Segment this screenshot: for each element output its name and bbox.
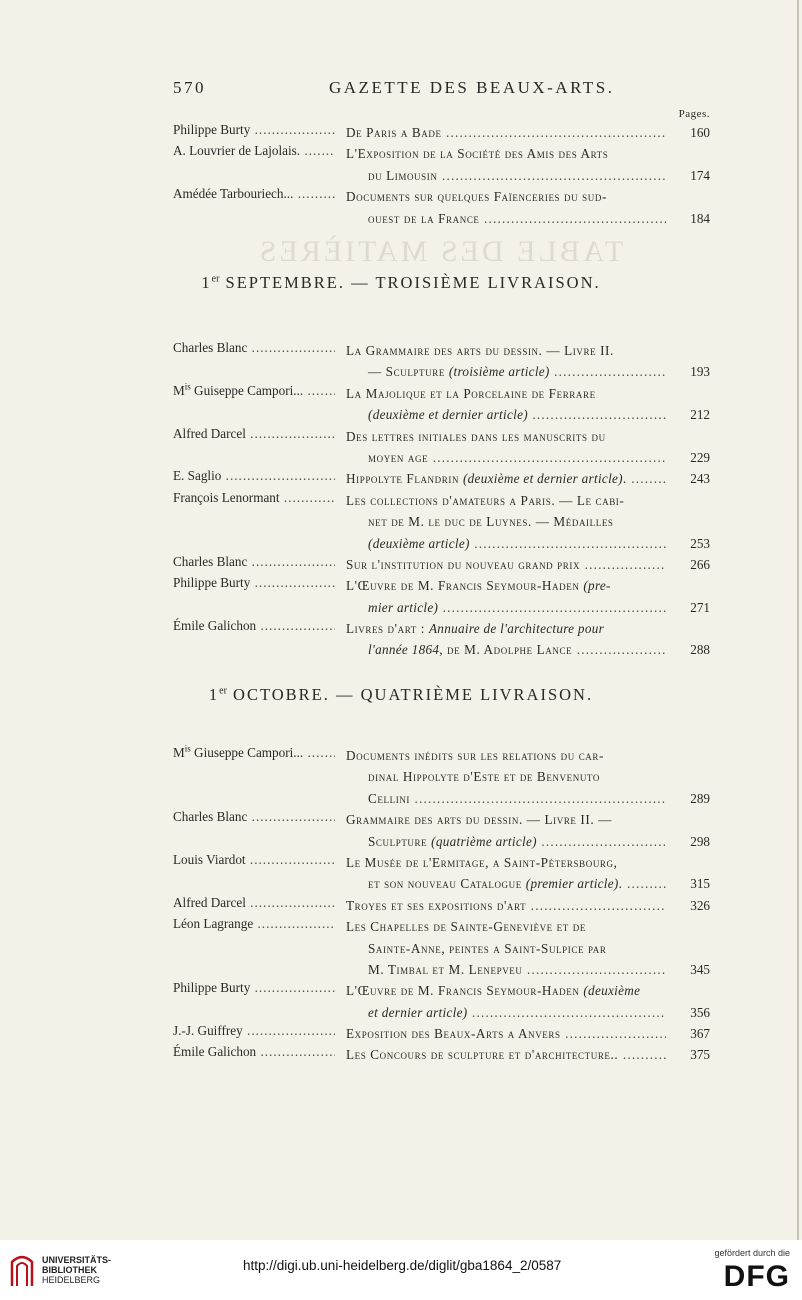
- entry-page-number: 288: [666, 639, 710, 660]
- entry-title: [346, 1023, 666, 1044]
- entry-title: [346, 575, 666, 618]
- entry-author: $M^{is}$ Giuseppe Campori... .....: [173, 745, 335, 761]
- entry-page-number: 243: [666, 468, 710, 489]
- entry-author: Philippe Burty .....: [173, 575, 335, 591]
- toc-entry: [173, 383, 710, 426]
- journal-title: GAZETTE DES BEAUX-ARTS.: [329, 78, 615, 97]
- toc-entry: [173, 122, 710, 143]
- entry-page-number: 326: [666, 895, 710, 916]
- entry-title-line: Exposition des Beaux-Arts a Anvers .....: [346, 1023, 666, 1044]
- entry-page-number: 367: [666, 1023, 710, 1044]
- entry-title-line: La Majolique et la Porcelaine de Ferrare: [346, 385, 596, 401]
- toc-entry: [173, 852, 710, 895]
- entry-title: [346, 383, 666, 426]
- entry-author: Léon Lagrange .....: [173, 916, 335, 932]
- toc-october-entries: [173, 745, 710, 1066]
- entry-author: Charles Blanc .....: [173, 809, 335, 825]
- entry-title-line: l'année 1864, de M. Adolphe Lance .....: [346, 639, 666, 660]
- entry-title-line: et dernier article) .....: [346, 1002, 666, 1023]
- entry-title-line: De Paris a Bade .....: [346, 122, 666, 143]
- entry-title: [346, 490, 666, 554]
- entry-page-number: 271: [666, 597, 710, 618]
- entry-title-line: Les Concours de sculpture et d'architecture.. .....: [346, 1044, 666, 1065]
- entry-title-line: M. Timbal et M. Lenepveu .....: [346, 959, 666, 980]
- entry-author: Alfred Darcel .....: [173, 426, 335, 442]
- section-title-september: 1er SEPTEMBRE. — TROISIÈME LIVRAISON.: [201, 273, 601, 292]
- entry-title-line: L'Œuvre de M. Francis Seymour-Haden (pre-: [346, 578, 611, 594]
- toc-entry: [173, 618, 710, 661]
- toc-entry: [173, 186, 710, 229]
- entry-page-number: 289: [666, 788, 710, 809]
- entry-title-line: Sculpture (quatrième article) .....: [346, 831, 666, 852]
- entry-author: Philippe Burty .....: [173, 980, 335, 996]
- dfg-logo: DFG: [723, 1260, 790, 1293]
- entry-title: [346, 809, 666, 852]
- entry-author: Alfred Darcel .....: [173, 895, 335, 911]
- entry-title-line: Les Chapelles de Sainte-Geneviève et de: [346, 919, 586, 935]
- entry-title: [346, 122, 666, 143]
- entry-title: [346, 340, 666, 383]
- entry-title: [346, 745, 666, 809]
- toc-entry: [173, 426, 710, 469]
- show-through-text: TABLE DES MATIÈRES: [256, 235, 624, 268]
- entry-author: $M^{is}$ Guiseppe Campori... .....: [173, 383, 335, 399]
- toc-entry: [173, 143, 710, 186]
- entry-title: [346, 916, 666, 980]
- entry-author: Émile Galichon .....: [173, 1044, 335, 1060]
- funding-note: gefördert durch die: [714, 1248, 790, 1258]
- entry-page-number: 160: [666, 122, 710, 143]
- entry-page-number: 229: [666, 447, 710, 468]
- entry-title: [346, 186, 666, 229]
- entry-title-line: Des lettres initiales dans les manuscrits du: [346, 428, 606, 444]
- toc-entry: [173, 1044, 710, 1065]
- entry-title-line: (deuxième et dernier article) .....: [346, 404, 666, 425]
- entry-title-line: et son nouveau Catalogue (premier article). .....: [346, 873, 666, 894]
- entry-page-number: 193: [666, 361, 710, 382]
- entry-title-line: Le Musée de l'Ermitage, a Saint-Pétersbourg,: [346, 854, 618, 870]
- entry-title: [346, 895, 666, 916]
- digitization-footer: [0, 1240, 802, 1300]
- entry-title-line: du Limousin .....: [346, 165, 666, 186]
- toc-top-entries: [173, 122, 710, 229]
- entry-title: [346, 468, 666, 489]
- toc-entry: [173, 745, 710, 809]
- entry-author: Amédée Tarbouriech... .....: [173, 186, 335, 202]
- entry-title-line: Documents sur quelques Faïenceries du sud-: [346, 189, 607, 205]
- entry-title-line: Cellini .....: [346, 788, 666, 809]
- entry-page-number: 298: [666, 831, 710, 852]
- entry-page-number: 356: [666, 1002, 710, 1023]
- entry-author: Charles Blanc .....: [173, 340, 335, 356]
- entry-author: E. Saglio .....: [173, 468, 335, 484]
- entry-title-line: dinal Hippolyte d'Este et de Benvenuto: [368, 769, 600, 785]
- entry-title-line: ouest de la France .....: [346, 208, 666, 229]
- entry-author: Philippe Burty .....: [173, 122, 335, 138]
- institution-name: UNIVERSITÄTS- BIBLIOTHEK HEIDELBERG: [42, 1255, 112, 1285]
- university-library-logo-icon: [8, 1252, 36, 1288]
- entry-title: [346, 980, 666, 1023]
- entry-author: Émile Galichon .....: [173, 618, 335, 634]
- entry-page-number: 266: [666, 554, 710, 575]
- entry-title: [346, 618, 666, 661]
- entry-title-line: Troyes et ses expositions d'art .....: [346, 895, 666, 916]
- toc-entry: [173, 340, 710, 383]
- entry-title-line: mier article) .....: [346, 597, 666, 618]
- entry-page-number: 174: [666, 165, 710, 186]
- entry-title-line: Sur l'institution du nouveau grand prix .....: [346, 554, 666, 575]
- entry-title: [346, 426, 666, 469]
- entry-author: François Lenormant .....: [173, 490, 335, 506]
- entry-title-line: Hippolyte Flandrin (deuxième et dernier article). .....: [346, 468, 666, 489]
- toc-entry: [173, 980, 710, 1023]
- entry-title-line: — Sculpture (troisième article) .....: [346, 361, 666, 382]
- entry-page-number: 345: [666, 959, 710, 980]
- pages-column-label: Pages.: [678, 108, 710, 120]
- entry-title-line: Livres d'art : Annuaire de l'architecture pour: [346, 621, 605, 637]
- entry-page-number: 315: [666, 873, 710, 894]
- entry-title-line: La Grammaire des arts du dessin. — Livre II.: [346, 343, 614, 358]
- entry-page-number: 253: [666, 533, 710, 554]
- entry-title-line: moyen age .....: [346, 447, 666, 468]
- entry-author: J.-J. Guiffrey .....: [173, 1023, 335, 1039]
- running-header: [173, 78, 710, 102]
- entry-title: [346, 1044, 666, 1065]
- toc-entry: [173, 809, 710, 852]
- toc-entry: [173, 916, 710, 980]
- toc-september-entries: [173, 340, 710, 661]
- page-number: 570: [173, 78, 206, 97]
- entry-page-number: 375: [666, 1044, 710, 1065]
- toc-entry: [173, 468, 710, 489]
- toc-entry: [173, 1023, 710, 1044]
- entry-author: Louis Viardot .....: [173, 852, 335, 868]
- entry-title: [346, 852, 666, 895]
- toc-entry: [173, 554, 710, 575]
- entry-title-line: Documents inédits sur les relations du car-: [346, 748, 605, 763]
- toc-entry: [173, 490, 710, 554]
- entry-title-line: L'Exposition de la Société des Amis des Arts: [346, 146, 609, 162]
- entry-title-line: L'Œuvre de M. Francis Seymour-Haden (deuxième: [346, 983, 641, 999]
- entry-author: Charles Blanc .....: [173, 554, 335, 570]
- entry-page-number: 184: [666, 208, 710, 229]
- entry-title-line: Les collections d'amateurs a Paris. — Le cabi-: [346, 492, 625, 508]
- section-title-october: 1er OCTOBRE. — QUATRIÈME LIVRAISON.: [208, 685, 594, 704]
- entry-page-number: 212: [666, 404, 710, 425]
- toc-entry: [173, 895, 710, 916]
- entry-title-line: Grammaire des arts du dessin. — Livre II. —: [346, 812, 612, 828]
- permalink-url[interactable]: http://digi.ub.uni-heidelberg.de/diglit/gba1864_2/0587: [243, 1258, 562, 1273]
- entry-title-line: net de M. le duc de Luynes. — Médailles: [368, 514, 614, 530]
- entry-title-line: Sainte-Anne, peintes a Saint-Sulpice par: [368, 940, 607, 956]
- entry-title-line: (deuxième article) .....: [346, 533, 666, 554]
- entry-author: A. Louvrier de Lajolais. .....: [173, 143, 335, 159]
- toc-entry: [173, 575, 710, 618]
- entry-title: [346, 143, 666, 186]
- entry-title: [346, 554, 666, 575]
